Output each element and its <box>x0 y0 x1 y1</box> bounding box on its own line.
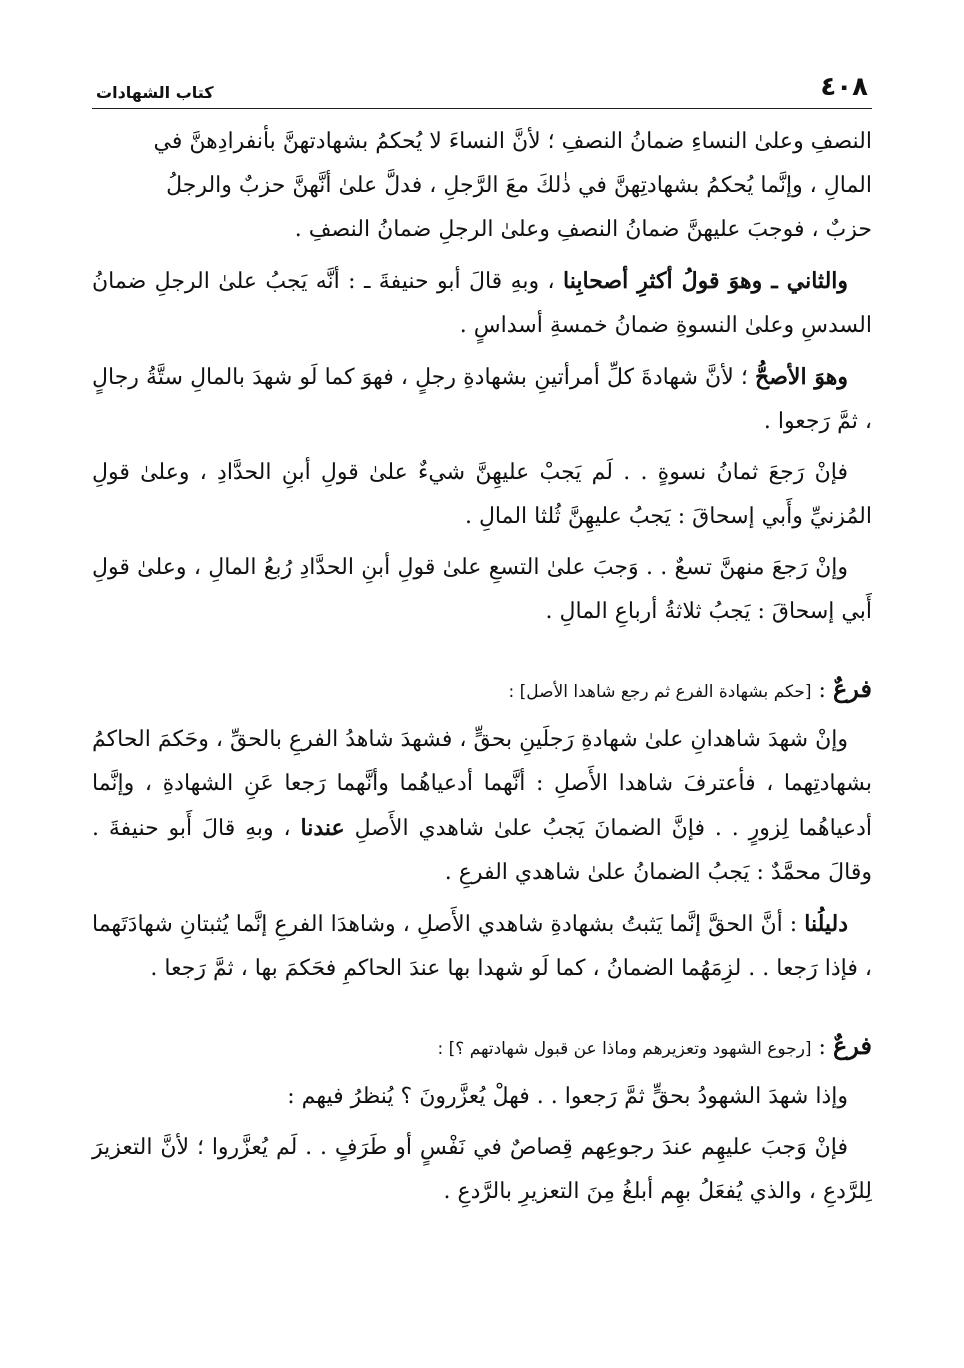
paragraph-most-correct <box>92 355 872 444</box>
text-line: حزبٌ ، فوجبَ عليهنَّ ضمانُ النصفِ وعلىٰ الرجلِ ضمانُ النصفِ . <box>294 217 872 242</box>
paragraph-nine-women: وإنْ رَجعَ منهنَّ تسعٌ . . وَجبَ علىٰ التسعِ علىٰ قولِ أبنِ الحدَّادِ رُبعُ المالِ ، وعلىٰ قولِ أَبي إسحاقَ : يَجبُ ثلاثةُ أرباعِ المالِ . <box>92 555 872 624</box>
page-number: ٤٠٨ <box>820 72 868 102</box>
branch-heading <box>92 1024 872 1071</box>
paragraph-second-opinion <box>92 259 872 348</box>
bold-phrase: عندنا <box>300 815 345 841</box>
branch-title: [حكم بشهادة الفرع ثم رجع شاهدا الأصل] : <box>508 682 812 702</box>
bold-phrase: والثاني ـ وهوَ قولُ أكثرِ أصحابِنا <box>563 268 849 294</box>
paragraph-text: ، وبهِ قالَ أبو حنيفةَ ـ : أنَّه يَجبُ علىٰ الرجلِ ضمانُ السدسِ وعلىٰ النسوةِ ضمانُ خمسةِ أسداسٍ . <box>92 269 872 338</box>
branch-separator: : <box>811 1035 833 1060</box>
paragraph-text: ؛ لأنَّ شهادةَ كلِّ أمرأتينِ بشهادةِ رجلٍ ، فهوَ كما لَو شهدَ بالمالِ ستَّةُ رجالٍ ، ثمَّ رَجعوا . <box>92 365 872 434</box>
bold-phrase: وهوَ الأصحُّ <box>755 364 848 390</box>
bold-phrase: دليلُنا <box>804 911 848 937</box>
paragraph-text: وإنْ شهدَ شاهدانِ علىٰ شهادةِ رَجلَينِ بحقٍّ ، فشهدَ شاهدُ الفرعِ بالحقِّ ، وحَكمَ الحاكمُ بشهادتِهما ، فأعترفَ شاهدا الأَصلِ : أنَّهما أدعياهُما وأنَّهما رَجعا عَنِ الشهادةِ ، وإنَّما أدعياهُما لِزورٍ . . فإنَّ الضمانَ يَجبُ علىٰ شاهدي الأَصلِ <box>92 727 873 841</box>
text-line: النصفِ وعلىٰ النساءِ ضمانُ النصفِ ؛ لأنَّ النساءَ لا يُحكمُ بشهادتهنَّ بأنفرادِهنَّ في <box>153 129 872 154</box>
section-gap <box>92 998 872 1024</box>
branch-separator: : <box>811 678 833 703</box>
text-line: المالِ ، وإنَّما يُحكمُ بشهادتِهنَّ في ذٰلكَ معَ الرَّجلِ ، فدلَّ علىٰ أنَّهنَّ حزبٌ والرجلُ <box>166 173 872 198</box>
paragraph-text: : أنَّ الحقَّ إنَّما يَثبتُ بشهادةِ شاهدي الأَصلِ ، وشاهدَا الفرعِ إنَّما يُثبتانِ شهادَتَهما ، فإذا رَجعا . . لزِمَهُما الضمانُ ، كما لَو شهدا بها عندَ الحاكمِ فحَكمَ بها ، ثمَّ رَجعا . <box>92 912 872 981</box>
branch-label: فرعٌ <box>832 674 872 703</box>
paragraph-witnesses-return: وإذا شهدَ الشهودُ بحقٍّ ثمَّ رَجعوا . . فهلْ يُعزَّرونَ ؟ يُنظرُ فيهم : <box>287 1084 848 1109</box>
section-gap <box>92 641 872 667</box>
book-title: كتاب الشهادات <box>96 83 214 102</box>
paragraph-evidence <box>92 902 872 991</box>
paragraph-text: ، وبهِ قالَ أَبو حنيفةَ . وقالَ محمَّدٌ : يَجبُ الضمانُ علىٰ شاهدي الفرعِ . <box>92 816 872 885</box>
paragraph-branch-witnesses <box>92 718 872 895</box>
paragraph-eight-women: فإنْ رَجعَ ثمانُ نسوةٍ . . لَم يَجبْ عليهِنَّ شيءٌ علىٰ قولِ أبنِ الحدَّادِ ، وعلىٰ قولِ المُزنيِّ وأَبي إسحاقَ : يَجبُ عليهِنَّ ثُلثا المالِ . <box>92 460 872 529</box>
paragraph-continuation <box>92 120 872 252</box>
page-body <box>92 120 872 1221</box>
branch-title: [رجوع الشهود وتعزيرهم وماذا عن قبول شهادتهم ؟] : <box>437 1039 812 1059</box>
running-head <box>92 72 872 109</box>
branch-heading <box>92 667 872 714</box>
branch-label: فرعٌ <box>832 1031 872 1060</box>
paragraph-retaliation: فإنْ وَجبَ عليهِم عندَ رجوعِهم قِصاصٌ في نَفْسٍ أو طَرَفٍ . . لَم يُعزَّروا ؛ لأنَّ التعزيرَ لِلرَّدعِ ، والذي يُفعَلُ بهِم أبلغُ مِنَ التعزيرِ بالرَّدعِ . <box>92 1135 872 1204</box>
